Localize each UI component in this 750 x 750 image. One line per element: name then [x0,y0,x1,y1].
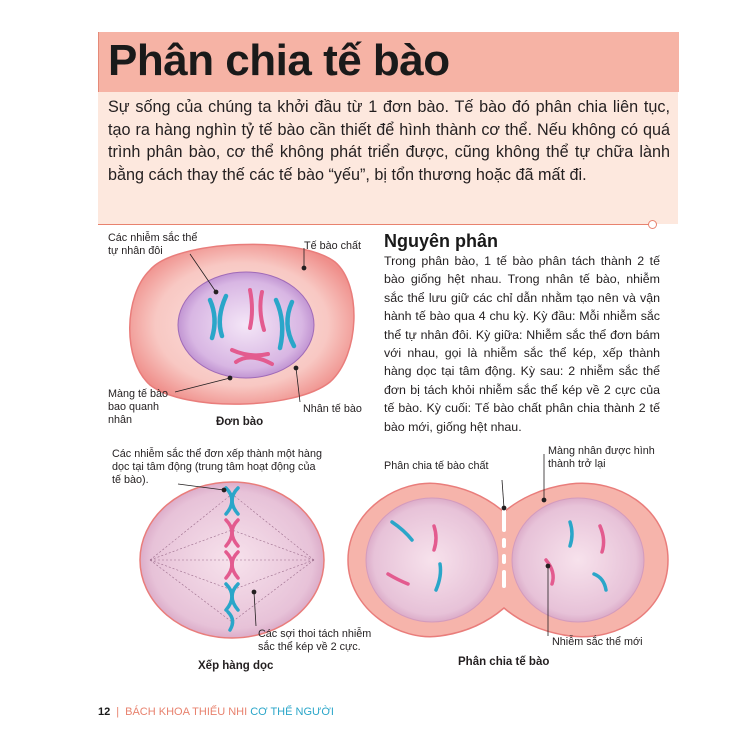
label-chromosomes-duplicate: Các nhiễm sắc thể tự nhân đôi [108,232,198,257]
label-new-chromosome: Nhiễm sắc thể mới [552,636,643,648]
caption-alignment: Xếp hàng dọc [198,660,274,672]
footer-book: CƠ THỂ NGƯỜI [250,706,334,718]
page-title: Phân chia tế bào [108,36,450,85]
dividing-cell [348,454,668,637]
page-number: 12 [98,706,111,718]
intro-paragraph: Sự sống của chúng ta khởi đầu từ 1 đơn bào. Tế bào đó phân chia liên tục, tạo ra hàng nghìn tỷ tế bào cần thiết để hình thành cơ thể. Nếu không có quá trình phân bào, cơ thể không phát triển được, cũng không thể tự chữa lành bằng cách thay thế các tế bào “yếu”, bị tổn thương hoặc đã mất đi. [108,98,670,184]
label-spindle: Các sợi thoi tách nhiễm sắc thể kép về 2 cực. [258,628,372,653]
footer-separator: | [116,706,120,718]
label-membrane-reform: Màng nhân được hình thành trở lại [548,445,655,470]
footer-series: BÁCH KHOA THIẾU NHI [125,706,248,718]
caption-single-cell: Đơn bào [216,416,264,428]
page-footer [98,706,334,718]
section-body: Trong phân bào, 1 tế bào phân tách thành 2 tế bào giống hệt nhau. Trong nhân tế bào, nhiễm sắc thể lưu giữ các chỉ dẫn nhằm tạo nên và vận hành tế bào qua 4 chu kỳ. Kỳ đầu: Mỗi nhiễm sắc thể tự nhân đôi. Kỳ giữa: Nhiễm sắc thể đơn bám với nhau, gọi là nhiễm sắc thể kép, xếp thành hàng dọc tại tâm động. Kỳ sau: 2 nhiễm sắc thể đơn bị tách khỏi nhiễm sắc thể kép về 2 cực của tế bào. Kỳ cuối: Tế bào chất phân chia thành 2 tế bào mới, giống hệt nhau. [384,254,660,434]
aligned-cell [140,482,324,638]
label-chromosome-alignment: Các nhiễm sắc thể đơn xếp thành một hàng dọc tại tâm động (trung tâm hoạt động của tế bào). [112,448,322,486]
label-membrane: Màng tế bào bao quanh nhân [108,388,169,426]
section-title: Nguyên phân [384,231,499,251]
caption-division: Phân chia tế bào [458,656,550,668]
single-cell [130,244,354,404]
label-cytoplasm: Tế bào chất [304,240,362,252]
label-nucleus: Nhân tế bào [303,403,362,415]
label-cytoplasm-split: Phân chia tế bào chất [384,460,489,472]
